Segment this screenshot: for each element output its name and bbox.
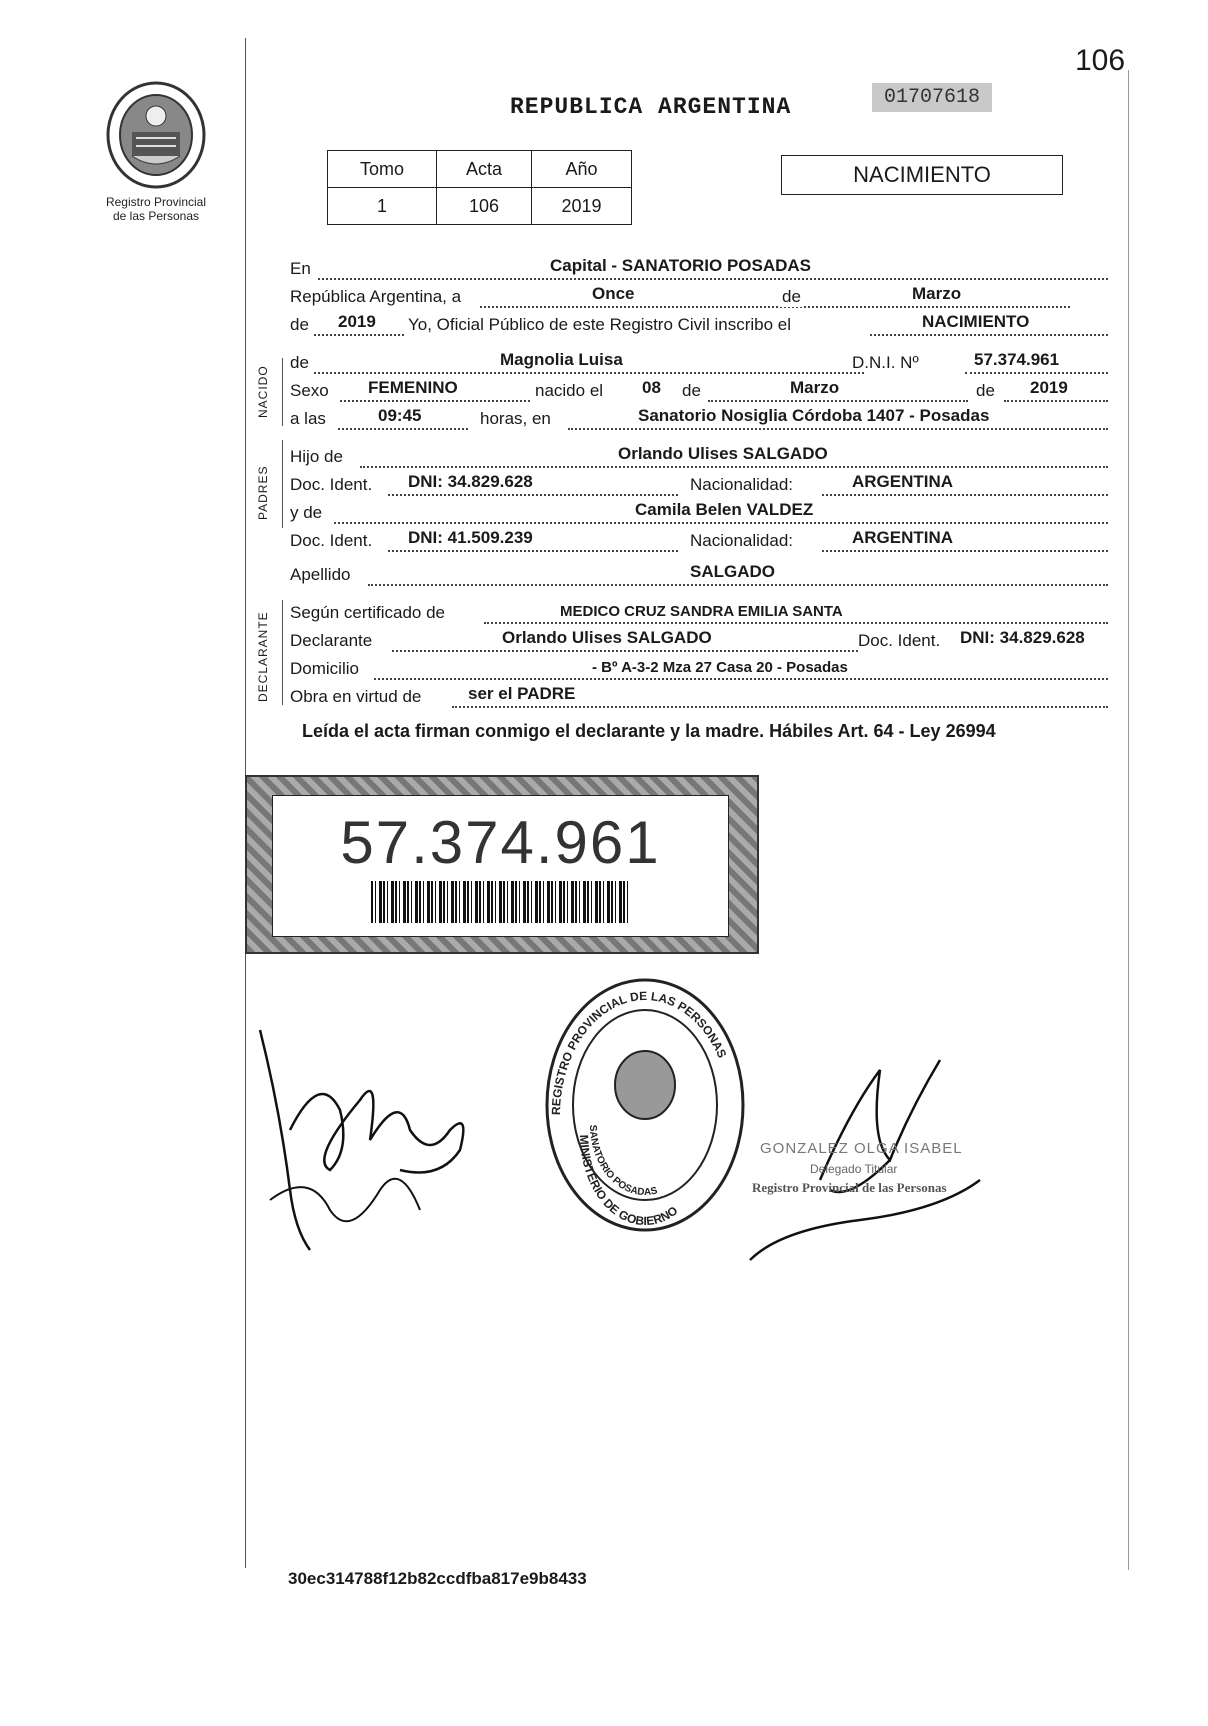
row-lugar <box>290 256 1108 282</box>
label-nacionalidad2: Nacionalidad: <box>690 531 794 550</box>
label-de2: de <box>290 315 309 334</box>
field-padre-nac: ARGENTINA <box>852 472 954 491</box>
label-en: En <box>290 259 311 278</box>
row-domicilio <box>290 656 1108 682</box>
field-declarante: Orlando Ulises SALGADO <box>502 628 712 647</box>
field-apellido: SALGADO <box>690 562 775 581</box>
seal-outer-text: REGISTRO PROVINCIAL DE LAS PERSONAS <box>548 988 730 1116</box>
section-declarante: DECLARANTE <box>256 611 270 702</box>
seal-inner-text: SANATORIO POSADAS <box>586 1124 659 1199</box>
logo-caption-1: Registro Provincial <box>105 195 207 209</box>
field-dia: Once <box>592 284 635 303</box>
row-acto <box>290 312 1108 338</box>
row-madre-doc <box>290 528 1108 554</box>
page-number: 106 <box>1075 44 1126 77</box>
label-de-anio: de <box>976 381 995 400</box>
official-registry: Registro Provincial de las Personas <box>752 1180 947 1195</box>
field-nac-anio: 2019 <box>1030 378 1068 397</box>
section-bar-nacido <box>282 358 283 426</box>
field-madre-nac: ARGENTINA <box>852 528 954 547</box>
serial-number: 01707618 <box>872 83 992 112</box>
section-nacido: NACIDO <box>256 365 270 418</box>
label-segun: Según certificado de <box>290 603 445 622</box>
right-border <box>1128 70 1129 1570</box>
tomo-value: 1 <box>328 188 437 225</box>
field-sexo: FEMENINO <box>368 378 458 397</box>
label-oficial: Yo, Oficial Público de este Registro Civil inscribo el <box>408 315 791 334</box>
field-madre-doc: DNI: 41.509.239 <box>408 528 533 547</box>
row-padre <box>290 444 1108 470</box>
document-hash: 30ec314788f12b82ccdfba817e9b8433 <box>288 1569 587 1588</box>
label-apellido: Apellido <box>290 565 351 584</box>
page-title: REPUBLICA ARGENTINA <box>510 94 792 120</box>
register-table <box>327 150 632 225</box>
field-dni: 57.374.961 <box>974 350 1060 369</box>
section-padres: PADRES <box>256 465 270 520</box>
registry-seal <box>540 975 750 1235</box>
label-doc-ident: Doc. Ident. <box>290 475 373 494</box>
label-de: de <box>782 287 801 306</box>
section-bar-padres <box>282 440 283 528</box>
label-de-mes: de <box>682 381 701 400</box>
label-obra: Obra en virtud de <box>290 687 422 706</box>
label-nacido-el: nacido el <box>535 381 604 400</box>
col-anio: Año <box>532 151 632 188</box>
label-domicilio: Domicilio <box>290 659 359 678</box>
official-name: GONZALEZ OLGA ISABEL <box>760 1140 963 1157</box>
field-anio: 2019 <box>338 312 376 331</box>
row-fecha <box>290 284 1108 310</box>
label-a-las: a las <box>290 409 326 428</box>
row-padre-doc <box>290 472 1108 498</box>
dni-stamp-number: 57.374.961 <box>340 809 661 876</box>
act-type-box: NACIMIENTO <box>781 155 1063 195</box>
signature-declarante <box>250 1010 490 1260</box>
field-padre: Orlando Ulises SALGADO <box>618 444 828 463</box>
field-lugar-nac: Sanatorio Nosiglia Córdoba 1407 - Posadas <box>638 406 990 425</box>
row-sexo <box>290 378 1108 404</box>
label-sexo: Sexo <box>290 381 329 400</box>
field-hora: 09:45 <box>378 406 422 425</box>
official-role: Delegado Titular <box>810 1162 898 1176</box>
label-horas-en: horas, en <box>480 409 551 428</box>
row-certificado <box>290 600 1108 626</box>
col-tomo: Tomo <box>328 151 437 188</box>
label-nacionalidad: Nacionalidad: <box>690 475 794 494</box>
legal-note: Leída el acta firman conmigo el declarante y la madre. Hábiles Art. 64 - Ley 26994 <box>302 721 996 741</box>
row-nombre <box>290 350 1108 376</box>
anio-value: 2019 <box>532 188 632 225</box>
section-bar-declarante <box>282 600 283 705</box>
logo-caption-2: de las Personas <box>112 209 200 223</box>
label-republica: República Argentina, a <box>290 287 462 306</box>
dni-stamp <box>245 775 759 954</box>
field-madre: Camila Belen VALDEZ <box>635 500 814 519</box>
barcode-icon <box>371 881 631 923</box>
row-declarante <box>290 628 1108 654</box>
field-certificado: MEDICO CRUZ SANDRA EMILIA SANTA <box>560 603 843 620</box>
field-padre-doc: DNI: 34.829.628 <box>408 472 533 491</box>
row-hora <box>290 406 1108 432</box>
label-y-de: y de <box>290 503 323 522</box>
row-obra <box>290 684 1108 710</box>
label-doc-ident2: Doc. Ident. <box>290 531 373 550</box>
field-declarante-doc: DNI: 34.829.628 <box>960 628 1085 647</box>
field-obra: ser el PADRE <box>468 684 576 703</box>
field-domicilio: - Bº A-3-2 Mza 27 Casa 20 - Posadas <box>592 659 848 676</box>
label-dni: D.N.I. Nº <box>852 353 919 372</box>
col-acta: Acta <box>437 151 532 188</box>
label-de-nac: de <box>290 353 309 372</box>
field-nac-mes: Marzo <box>790 378 840 397</box>
row-apellido <box>290 562 1108 588</box>
label-hijo-de: Hijo de <box>290 447 343 466</box>
row-madre <box>290 500 1108 526</box>
field-lugar: Capital - SANATORIO POSADAS <box>550 256 812 275</box>
field-nac-dia: 08 <box>642 378 661 397</box>
field-mes: Marzo <box>912 284 962 303</box>
label-declarante: Declarante <box>290 631 373 650</box>
acta-value: 106 <box>437 188 532 225</box>
misiones-shield-icon <box>98 80 214 190</box>
seal-bottom-text: MINISTERIO DE GOBIERNO <box>576 1134 681 1229</box>
field-acto: NACIMIENTO <box>922 312 1030 331</box>
signature-official <box>740 1050 1000 1270</box>
field-nombre: Magnolia Luisa <box>500 350 623 369</box>
province-logo <box>98 80 214 223</box>
label-doc-ident3: Doc. Ident. <box>858 631 941 650</box>
